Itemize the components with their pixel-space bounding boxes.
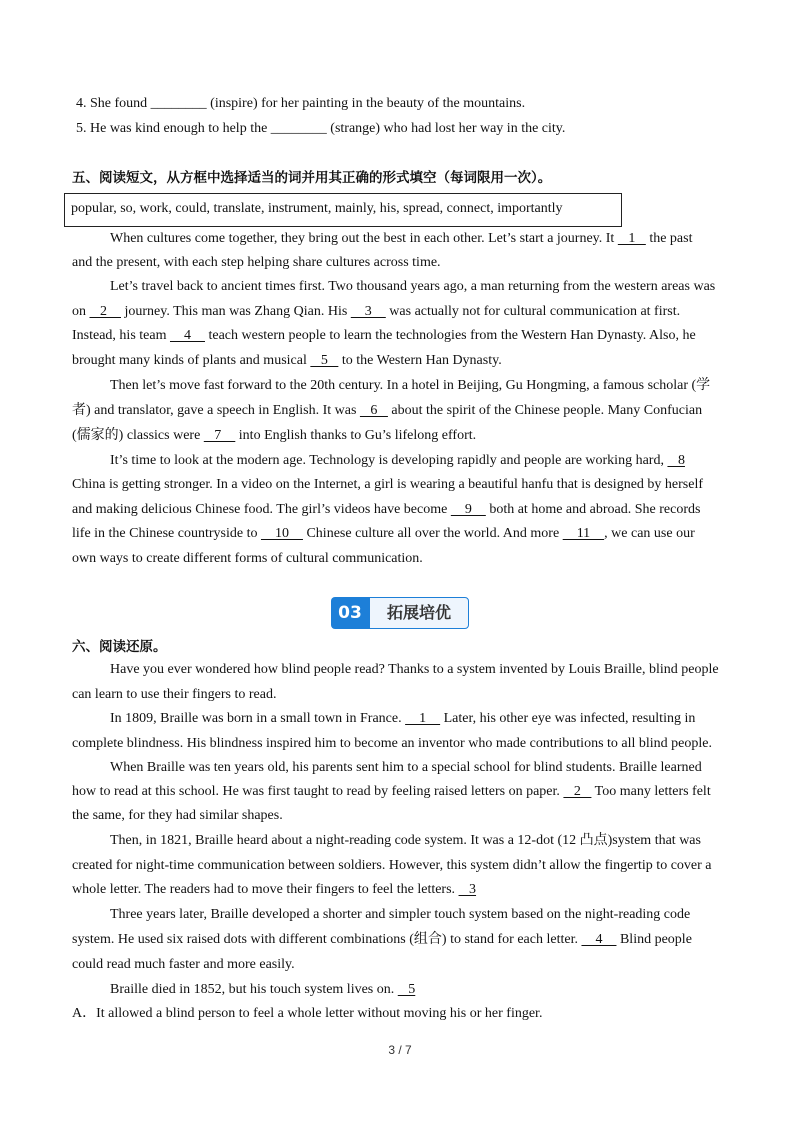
word-box-text: popular, so, work, could, translate, instrument, mainly, his, spread, connect, importantly [71, 201, 563, 216]
blank-5: 5 [397, 982, 416, 997]
passage2-p5-line3: could read much faster and more easily. [72, 957, 295, 972]
blank-4: 4 [169, 328, 205, 343]
passage1-p2-line3: Instead, his team 4 teach western people to learn the technologies from the Western Han Dynasty. Also, he [72, 328, 696, 343]
passage2-p5-line2: system. He used six raised dots with different combinations (组合) to stand for each letter. 4 Blind people [72, 932, 692, 947]
passage2-p4-line2: created for night-time communication between soldiers. However, this system didn’t allow the fingertip to cover a [72, 858, 712, 873]
exercise-item-5: 5. He was kind enough to help the ________ (strange) who had lost her way in the city. [76, 121, 566, 136]
passage1-p4-line2: China is getting stronger. In a video on the Internet, a girl is wearing a beautiful hanfu that is designed by herself [72, 477, 703, 492]
passage2-p1-line2: can learn to use their fingers to read. [72, 687, 277, 702]
passage1-p2-line2: on 2 journey. This man was Zhang Qian. His 3 was actually not for cultural communication at first. [72, 304, 681, 319]
section-6-heading: 六、阅读还原。 [72, 639, 167, 655]
blank-4: 4 [581, 932, 617, 947]
blank-7: 7 [203, 428, 236, 443]
passage2-p4-line1: Then, in 1821, Braille heard about a night-reading code system. It was a 12-dot (12 凸点)system that was [110, 833, 701, 848]
passage1-p3-line1: Then let’s move fast forward to the 20th century. In a hotel in Beijing, Gu Hongming, a famous scholar (学 [110, 378, 711, 393]
blank-2: 2 [563, 784, 592, 799]
passage2-p3-line2: how to read at this school. He was first taught to read by feeling raised letters on paper. 2 Too many letters felt [72, 784, 711, 799]
badge-label: 拓展培优 [369, 597, 469, 629]
passage2-p3-line3: the same, for they had similar shapes. [72, 808, 283, 823]
passage1-p4-line3: and making delicious Chinese food. The girl’s videos have become 9 both at home and abroad. She records [72, 502, 701, 517]
passage1-p4-line4: life in the Chinese countryside to 10 Chinese culture all over the world. And more 11 , we can use our [72, 526, 695, 541]
passage1-p1-line1: When cultures come together, they bring out the best in each other. Let’s start a journey. It 1 the past [110, 231, 693, 246]
passage2-p2-line2: complete blindness. His blindness inspired him to become an inventor who made contributions to all blind people. [72, 736, 713, 751]
blank: ________ [150, 96, 207, 111]
blank-1: 1 [405, 711, 441, 726]
page-number: 3 / 7 [388, 1043, 412, 1057]
blank-3: 3 [458, 882, 477, 897]
passage2-p2-line1: In 1809, Braille was born in a small town in France. 1 Later, his other eye was infected, resulting in [110, 711, 696, 726]
blank-5: 5 [310, 353, 339, 368]
blank-2: 2 [89, 304, 121, 319]
blank-9: 9 [450, 502, 486, 517]
passage1-p1-line2: and the present, with each step helping share cultures across time. [72, 255, 441, 270]
passage1-p4-line5: own ways to create different forms of cultural communication. [72, 551, 423, 566]
section-badge [331, 597, 469, 629]
passage1-p3-line3: (儒家的) classics were 7 into English thanks to Gu’s lifelong effort. [72, 428, 477, 443]
exercise-item-4: 4. She found ________ (inspire) for her painting in the beauty of the mountains. [76, 96, 526, 111]
passage2-p3-line1: When Braille was ten years old, his parents sent him to a special school for blind students. Braille learned [110, 760, 702, 775]
option-a: A．It allowed a blind person to feel a whole letter without moving his or her finger. [72, 1006, 543, 1021]
passage1-p3-line2: 者) and translator, gave a speech in English. It was 6 about the spirit of the Chinese people. Many Confucian [72, 403, 703, 418]
passage1-p4-line1: It’s time to look at the modern age. Technology is developing rapidly and people are working hard, 8 [110, 453, 685, 468]
passage1-p2-line1: Let’s travel back to ancient times first. Two thousand years ago, a man returning from the western areas was [110, 279, 716, 294]
passage2-p4-line3: whole letter. The readers had to move their fingers to feel the letters. 3 [72, 882, 477, 897]
badge-number: 03 [331, 597, 369, 629]
passage2-p1-line1: Have you ever wondered how blind people read? Thanks to a system invented by Louis Braille, blind people [110, 662, 719, 677]
blank-1: 1 [617, 231, 646, 246]
blank-8: 8 [667, 453, 685, 468]
blank: ________ [270, 121, 327, 136]
blank-6: 6 [359, 403, 388, 418]
passage2-p5-line1: Three years later, Braille developed a shorter and simpler touch system based on the night-reading code [110, 907, 691, 922]
blank-11: 11 [562, 526, 605, 541]
blank-10: 10 [260, 526, 303, 541]
passage1-p2-line4: brought many kinds of plants and musical 5 to the Western Han Dynasty. [72, 353, 502, 368]
word-box [64, 193, 622, 227]
section-5-heading: 五、阅读短文，从方框中选择适当的词并用其正确的形式填空（每词限用一次）。 [72, 170, 552, 186]
blank-3: 3 [350, 304, 386, 319]
passage2-p6-line1: Braille died in 1852, but his touch system lives on. 5 [110, 982, 416, 997]
